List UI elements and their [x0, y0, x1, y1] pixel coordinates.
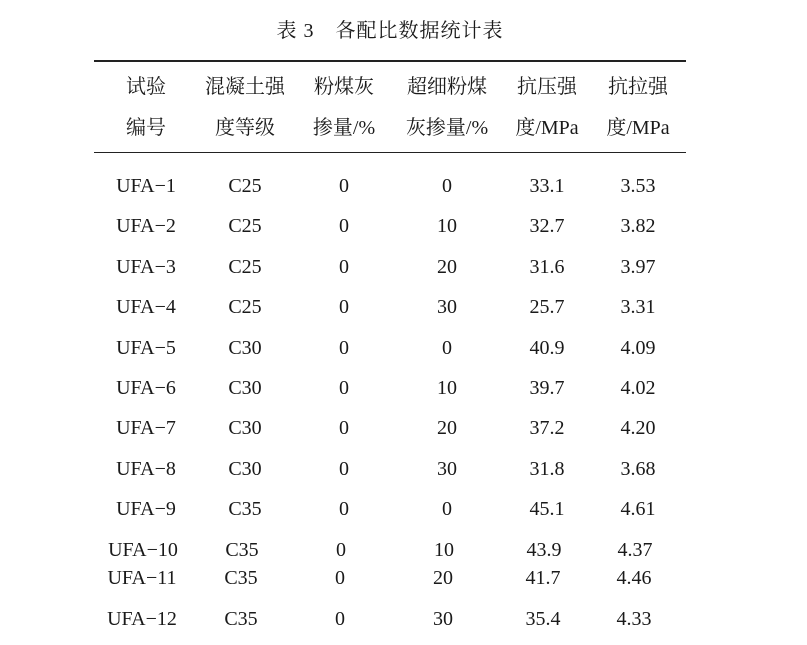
table-cell: C35: [224, 608, 258, 630]
table-cell: C30: [228, 377, 262, 399]
table-cell: UFA−5: [116, 337, 176, 359]
table-cell: 4.02: [620, 377, 656, 399]
column-header: 粉煤灰: [314, 76, 374, 98]
table-cell: 4.61: [620, 498, 656, 520]
table-cell: 25.7: [529, 296, 565, 318]
table-cell: 0: [339, 215, 349, 237]
table-cell: 20: [433, 567, 453, 589]
table-cell: 4.33: [616, 608, 652, 630]
table-cell: C35: [224, 567, 258, 589]
table-cell: 0: [339, 417, 349, 439]
table-cell: 40.9: [529, 337, 565, 359]
table-cell: UFA−8: [116, 458, 176, 480]
table-cell: UFA−9: [116, 498, 176, 520]
column-header: 抗压强: [517, 76, 577, 98]
column-header: 超细粉煤: [407, 76, 487, 98]
table-cell: UFA−11: [107, 567, 177, 589]
table-cell: 30: [437, 296, 457, 318]
table-cell: 31.8: [529, 458, 565, 480]
column-header: 灰掺量/%: [405, 117, 489, 139]
table-cell: 0: [339, 256, 349, 278]
table-cell: 0: [339, 458, 349, 480]
table-cell: 20: [437, 417, 457, 439]
table-top-rule: [94, 60, 686, 62]
table-cell: 0: [339, 377, 349, 399]
column-header: 混凝土强: [205, 76, 285, 98]
column-header: 掺量/%: [312, 117, 376, 139]
table-cell: 0: [339, 337, 349, 359]
table-cell: 3.82: [620, 215, 656, 237]
table-cell: C25: [228, 215, 262, 237]
table-cell: 0: [336, 539, 346, 561]
table-cell: UFA−6: [116, 377, 176, 399]
table-cell: 30: [437, 458, 457, 480]
table-cell: 10: [437, 377, 457, 399]
table-cell: 37.2: [529, 417, 565, 439]
table-cell: C30: [228, 417, 262, 439]
table-cell: 20: [437, 256, 457, 278]
column-header: 度/MPa: [515, 117, 579, 139]
table-cell: C35: [225, 539, 259, 561]
table-cell: 0: [442, 337, 452, 359]
table-cell: C35: [228, 498, 262, 520]
table-cell: C30: [228, 458, 262, 480]
table-cell: 32.7: [529, 215, 565, 237]
table-cell: 30: [433, 608, 453, 630]
table-cell: 39.7: [529, 377, 565, 399]
table-cell: 3.68: [620, 458, 656, 480]
table-cell: 3.31: [620, 296, 656, 318]
table-cell: UFA−7: [116, 417, 176, 439]
table-cell: UFA−2: [116, 215, 176, 237]
column-header: 度/MPa: [606, 117, 670, 139]
table-cell: UFA−1: [116, 175, 176, 197]
table-cell: C30: [228, 337, 262, 359]
table-cell: 4.09: [620, 337, 656, 359]
table-cell: 35.4: [525, 608, 561, 630]
column-header: 度等级: [215, 117, 275, 139]
table-cell: C25: [228, 256, 262, 278]
table-cell: 33.1: [529, 175, 565, 197]
table-cell: 31.6: [529, 256, 565, 278]
table-cell: 0: [442, 498, 452, 520]
table-cell: 0: [339, 296, 349, 318]
table-cell: 0: [339, 498, 349, 520]
table-cell: 4.37: [617, 539, 653, 561]
table-cell: 10: [434, 539, 454, 561]
column-header: 编号: [126, 117, 166, 139]
table-cell: 4.20: [620, 417, 656, 439]
table-cell: 0: [339, 175, 349, 197]
table-cell: 43.9: [526, 539, 562, 561]
table-cell: 41.7: [525, 567, 561, 589]
column-header: 试验: [126, 76, 166, 98]
table-cell: UFA−12: [107, 608, 177, 630]
table-cell: C25: [228, 296, 262, 318]
table-cell: UFA−4: [116, 296, 176, 318]
table-cell: UFA−10: [108, 539, 178, 561]
table-cell: 10: [437, 215, 457, 237]
table-caption: 表 3 各配比数据统计表: [276, 20, 504, 42]
table-cell: UFA−3: [116, 256, 176, 278]
table-cell: 0: [442, 175, 452, 197]
table-cell: 0: [335, 567, 345, 589]
table-cell: 3.53: [620, 175, 656, 197]
table-cell: 0: [335, 608, 345, 630]
table-cell: 3.97: [620, 256, 656, 278]
table-cell: C25: [228, 175, 262, 197]
column-header: 抗拉强: [608, 76, 668, 98]
table-cell: 45.1: [529, 498, 565, 520]
table-cell: 4.46: [616, 567, 652, 589]
table-header-rule: [94, 152, 686, 153]
